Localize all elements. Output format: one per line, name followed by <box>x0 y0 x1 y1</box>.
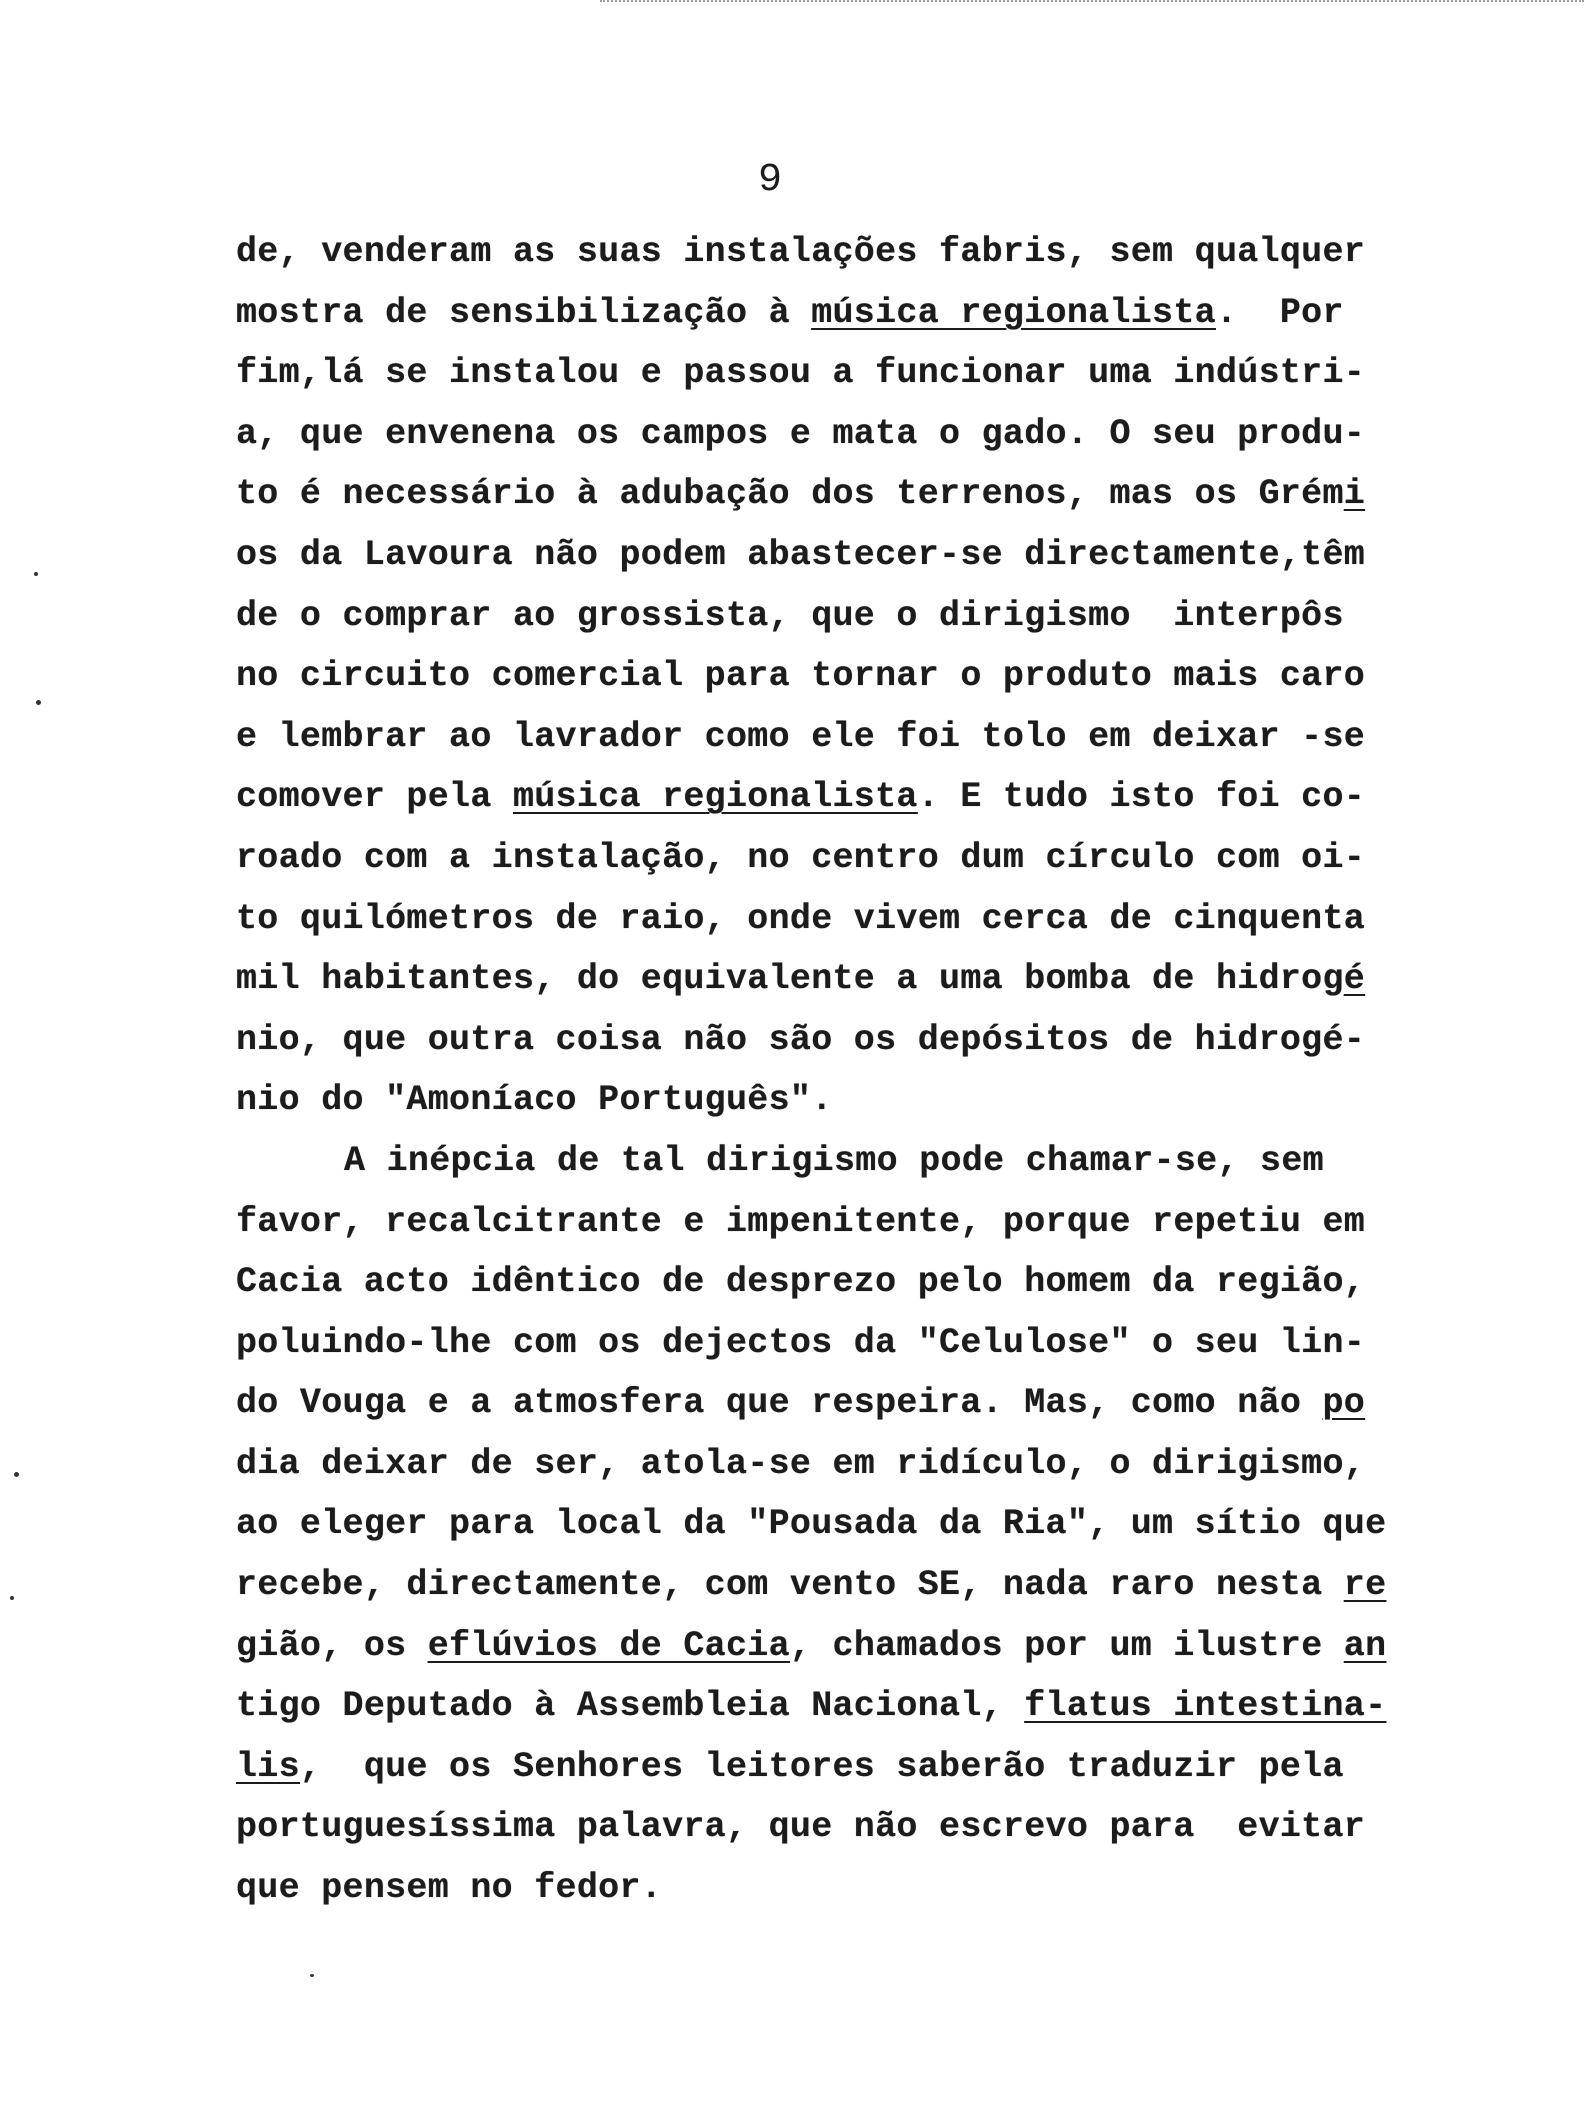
text-run: poluindo-lhe com os dejectos da "Celulose" o seu lin- <box>236 1322 1366 1363</box>
text-line <box>236 1858 1386 1919</box>
underlined-text: flatus intestina- <box>1024 1686 1387 1727</box>
text-line <box>236 646 1386 707</box>
text-line <box>236 343 1386 404</box>
page-number: 9 <box>757 158 782 203</box>
text-run: nio do "Amoníaco Português". <box>236 1080 833 1121</box>
underlined-text: lis <box>236 1746 300 1787</box>
text-line <box>236 1555 1386 1616</box>
text-line <box>236 1192 1386 1253</box>
text-run: A inépcia de tal dirigismo pode chamar-se, sem <box>344 1140 1324 1181</box>
text-line <box>236 1676 1386 1737</box>
text-line <box>236 767 1386 828</box>
scan-top-edge <box>600 0 1584 5</box>
text-run: ao eleger para local da "Pousada da Ria", um sítio que <box>236 1504 1387 1545</box>
underlined-text: an <box>1343 1625 1387 1666</box>
scan-speck <box>14 1472 19 1477</box>
text-run: que pensem no fedor. <box>236 1868 663 1909</box>
text-run: gião, os <box>236 1625 428 1666</box>
text-line <box>236 1010 1386 1071</box>
text-run: de, venderam as suas instalações fabris, sem qualquer <box>236 232 1366 272</box>
underlined-text: música regionalista <box>512 777 918 818</box>
text-line <box>236 404 1386 465</box>
text-run: . E tudo isto foi co- <box>917 777 1366 818</box>
text-line <box>236 1131 1386 1192</box>
text-line <box>236 1070 1386 1131</box>
text-line <box>236 949 1386 1010</box>
text-run: . Por <box>1215 292 1344 333</box>
text-run: , que os Senhores leitores saberão traduzir pela <box>299 1746 1344 1787</box>
text-line <box>236 525 1386 586</box>
text-run: nio, que outra coisa não são os depósitos de hidrogé- <box>236 1019 1366 1060</box>
body-text <box>236 222 1386 1919</box>
text-run: dia deixar de ser, atola-se em ridículo, o dirigismo, <box>236 1443 1366 1484</box>
underlined-text: é <box>1343 959 1366 1000</box>
text-run: e lembrar ao lavrador como ele foi tolo em deixar -se <box>236 716 1366 757</box>
text-run: do Vouga e a atmosfera que respeira. Mas, como não <box>236 1383 1323 1424</box>
text-run: comover pela <box>236 777 513 818</box>
text-run: de o comprar ao grossista, que o dirigismo interpôs <box>236 595 1344 636</box>
underlined-text: i <box>1343 474 1366 515</box>
text-run: roado com a instalação, no centro dum círculo com oi- <box>236 837 1366 878</box>
text-run: Cacia acto idêntico de desprezo pelo homem da região, <box>236 1262 1366 1303</box>
underlined-text: po <box>1322 1383 1366 1424</box>
text-run: to quilómetros de raio, onde vivem cerca de cinquenta <box>236 898 1366 939</box>
text-run: , chamados por um ilustre <box>789 1625 1344 1666</box>
text-run: tigo Deputado à Assembleia Nacional, <box>236 1686 1025 1727</box>
underlined-text: re <box>1343 1565 1387 1606</box>
text-run: no circuito comercial para tornar o produto mais caro <box>236 656 1366 697</box>
text-run: a, que envenena os campos e mata o gado. O seu produ- <box>236 413 1366 454</box>
text-line <box>236 1434 1386 1495</box>
text-line <box>236 828 1386 889</box>
text-line <box>236 889 1386 950</box>
underlined-text: eflúvios de Cacia <box>427 1625 790 1666</box>
text-line <box>236 1797 1386 1858</box>
scan-speck <box>10 1596 14 1600</box>
text-line <box>236 222 1386 283</box>
scan-speck <box>36 700 41 705</box>
text-line <box>236 586 1386 647</box>
text-run: portuguesíssima palavra, que não escrevo para evitar <box>236 1807 1366 1848</box>
scan-speck <box>34 572 38 576</box>
text-line <box>236 283 1386 344</box>
text-line <box>236 1373 1386 1434</box>
text-run: favor, recalcitrante e impenitente, porque repetiu em <box>236 1201 1366 1242</box>
text-line <box>236 707 1386 768</box>
text-line <box>236 1616 1386 1677</box>
text-run: recebe, directamente, com vento SE, nada raro nesta <box>236 1565 1344 1606</box>
text-line <box>236 464 1386 525</box>
text-line <box>236 1737 1386 1798</box>
text-run: mostra de sensibilização à <box>236 292 812 333</box>
text-run: fim,lá se instalou e passou a funcionar uma indústri- <box>236 353 1366 394</box>
text-line <box>236 1494 1386 1555</box>
text-run: mil habitantes, do equivalente a uma bomba de hidrog <box>236 959 1344 1000</box>
scan-speck <box>310 1974 314 1977</box>
text-run: os da Lavoura não podem abastecer-se directamente,têm <box>236 534 1366 575</box>
text-line <box>236 1313 1386 1374</box>
text-run: to é necessário à adubação dos terrenos, mas os Grém <box>236 474 1344 515</box>
underlined-text: música regionalista <box>811 292 1216 333</box>
text-line <box>236 1252 1386 1313</box>
